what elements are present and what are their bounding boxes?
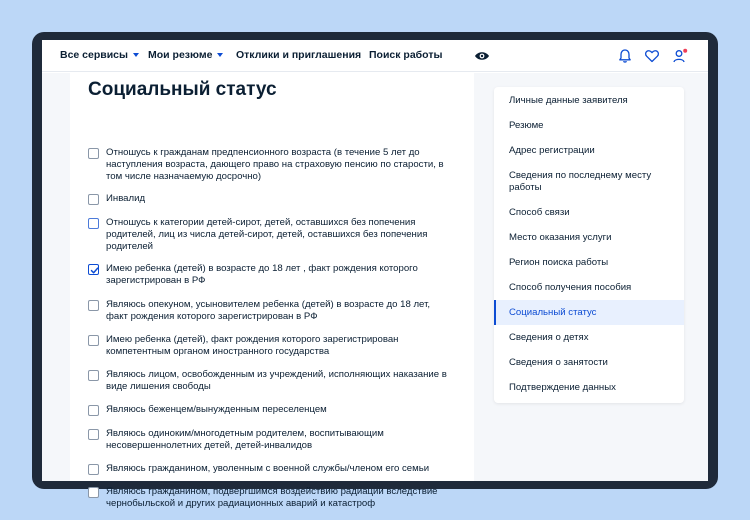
notification-dot (683, 49, 687, 53)
sidebar-item-benefit-method[interactable] (494, 275, 684, 300)
page-title: Социальный статус (88, 79, 277, 100)
nav-responses-label: Отклики и приглашения (236, 49, 362, 61)
sidebar-item-service-place[interactable] (494, 225, 684, 250)
sidebar-item-label: Сведения по последнему месту работы (509, 169, 652, 193)
nav-job-search-label: Поиск работы (369, 49, 443, 61)
sidebar-item-data-confirmation[interactable] (494, 375, 684, 400)
checkbox[interactable] (88, 335, 99, 346)
checkbox[interactable] (88, 370, 99, 381)
form-section-nav (494, 87, 684, 403)
checkbox[interactable] (88, 218, 99, 229)
option-label: Отношусь к гражданам предпенсионного возраста (в течение 5 лет до наступления возраста, дающего право на страховую пенсию по старости, в том числе назначаемую досрочно) (106, 147, 444, 182)
option-label: Имею ребенка (детей), факт рождения которого зарегистрирован компетентным органом иностранного государства (106, 334, 399, 357)
checkmark-icon (90, 266, 99, 275)
browser-screen (42, 40, 708, 509)
sidebar-item-label: Способ получения пособия (509, 281, 632, 293)
sidebar-item-contact-method[interactable] (494, 200, 684, 225)
checkbox[interactable] (88, 300, 99, 311)
sidebar-item-label: Резюме (509, 119, 544, 131)
checkbox[interactable] (88, 148, 99, 159)
sidebar-item-label: Социальный статус (509, 306, 597, 318)
eye-icon[interactable] (474, 49, 490, 65)
sidebar-item-last-job[interactable] (494, 163, 684, 200)
checkbox[interactable] (88, 487, 99, 498)
option-label: Являюсь одиноким/многодетным родителем, воспитывающим несовершеннолетних детей, детей-инвалидов (106, 428, 384, 451)
nav-my-resumes-label: Мои резюме (148, 49, 213, 61)
checkbox[interactable] (88, 194, 99, 205)
sidebar-item-resume[interactable] (494, 113, 684, 138)
chevron-down-icon (217, 53, 223, 57)
sidebar-item-children[interactable] (494, 325, 684, 350)
heart-icon[interactable] (644, 48, 660, 64)
bell-icon[interactable] (617, 48, 633, 64)
social-status-form (70, 73, 474, 509)
checkbox[interactable] (88, 429, 99, 440)
nav-responses-invitations[interactable] (236, 49, 361, 61)
checkbox[interactable] (88, 464, 99, 475)
sidebar-item-social-status[interactable] (494, 300, 684, 325)
nav-all-services[interactable] (60, 49, 139, 61)
option-label: Отношусь к категории детей-сирот, детей, оставшихся без попечения родителей, лиц из числа детей-сирот, детей, оставшихся без попечения родителей (106, 217, 428, 252)
sidebar-item-personal-data[interactable] (494, 88, 684, 113)
sidebar-item-label: Место оказания услуги (509, 231, 612, 243)
sidebar-item-employment[interactable] (494, 350, 684, 375)
sidebar-item-label: Адрес регистрации (509, 144, 595, 156)
nav-all-services-label: Все сервисы (60, 49, 128, 61)
sidebar-item-label: Сведения о занятости (509, 356, 608, 368)
checkbox[interactable] (88, 405, 99, 416)
option-label: Являюсь беженцем/вынужденным переселенцем (106, 404, 327, 415)
sidebar-item-label: Сведения о детях (509, 331, 589, 343)
nav-job-search[interactable] (369, 49, 442, 61)
sidebar-item-job-region[interactable] (494, 250, 684, 275)
sidebar-item-registration-address[interactable] (494, 138, 684, 163)
option-label: Являюсь гражданином, подвергшимся воздействию радиации вследствие чернобыльской и других радиационных аварий и катастроф (106, 486, 438, 509)
device-frame (32, 32, 718, 509)
option-label: Являюсь опекуном, усыновителем ребенка (детей) в возрасте до 18 лет, факт рождения которого зарегистрирован в РФ (106, 299, 431, 322)
checkbox-checked[interactable] (88, 264, 99, 275)
sidebar-item-label: Способ связи (509, 206, 570, 218)
nav-my-resumes[interactable] (148, 49, 223, 61)
option-label: Являюсь лицом, освобожденным из учреждений, исполняющих наказание в виде лишения свободы (106, 369, 447, 392)
option-label: Имею ребенка (детей) в возрасте до 18 лет , факт рождения которого зарегистрирован в РФ (106, 263, 418, 286)
option-label: Инвалид (106, 193, 146, 204)
top-navbar (42, 40, 708, 72)
option-label: Являюсь гражданином, уволенным с военной службы/членом его семьи (106, 463, 430, 474)
sidebar-item-label: Регион поиска работы (509, 256, 609, 268)
user-icon[interactable] (672, 48, 688, 64)
chevron-down-icon (133, 53, 139, 57)
sidebar-item-label: Личные данные заявителя (509, 94, 628, 106)
sidebar-item-label: Подтверждение данных (509, 381, 616, 393)
